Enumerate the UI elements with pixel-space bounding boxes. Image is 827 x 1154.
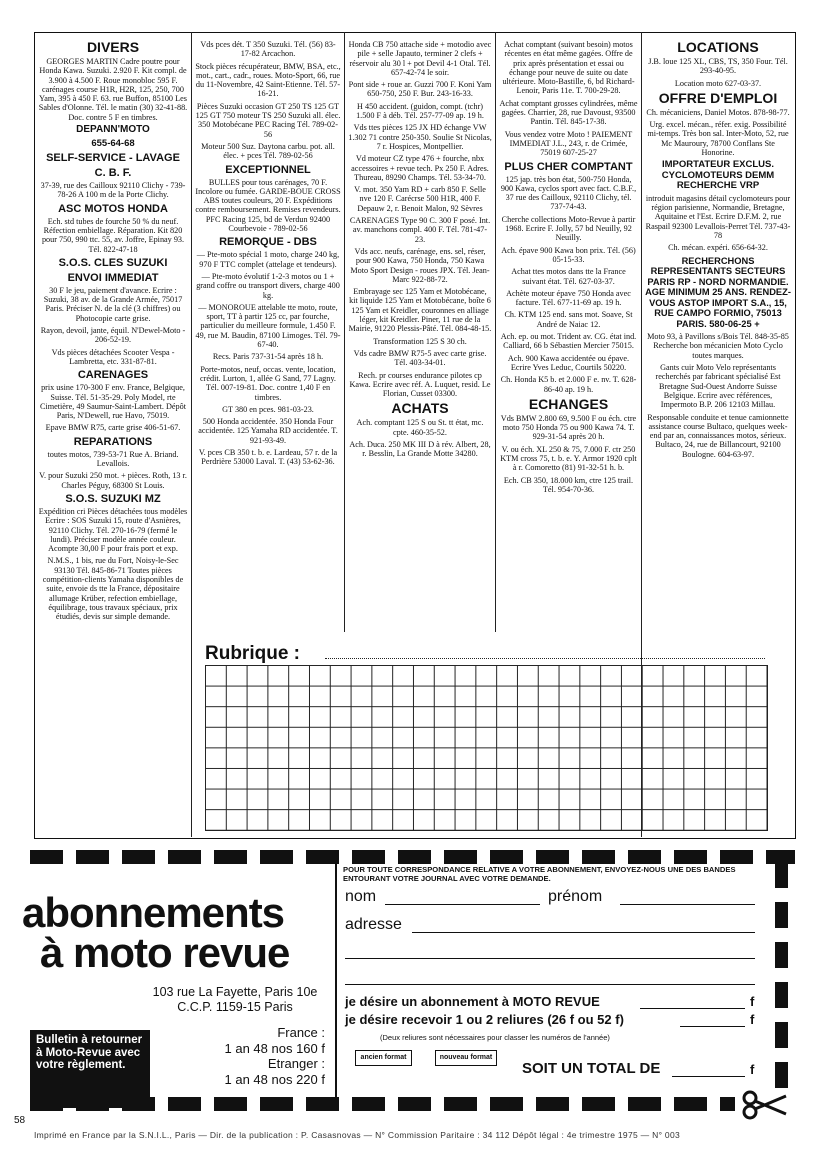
classified-ad: Location moto 627-03-37. — [674, 78, 762, 88]
classified-ad: Moteur 500 Suz. Daytona carbu. pot. all. élec. + pces Tél. 789-02-56 — [201, 141, 335, 161]
france-label: France : — [277, 1025, 325, 1040]
classified-ad: Recs. Paris 737-31-54 après 18 h. — [212, 352, 324, 362]
classified-ad: Embrayage sec 125 Yam et Motobécane, kit liquide 125 Yam et Motobécane, boîte 6 125 Yam et Kreidler, couronnes en alliage léger, kit Kreidler. Piner, 11 rue de la Mairie, 91220 Plessis-Pâté. Tél. 084-48-15. — [348, 287, 492, 334]
subscription-statement: je désire un abonnement à MOTO REVUE — [345, 994, 600, 1009]
classified-ad: Vous vendez votre Moto ! PAIEMENT IMMEDIAT J.L., 243, r. de Crimée, 75019 607-25-27 — [504, 129, 633, 158]
classified-ad: Ch. KTM 125 end. sans mot. Soave, St André de Naiac 12. — [504, 310, 633, 329]
coupon-border-right — [775, 862, 788, 1092]
classified-ad: BULLES pour tous carénages, 70 F. Incolore ou fumée. GARDE-BOUE CROSS ABS toutes couleurs, 20 F. Expéditions contre remboursement. Remises revendeurs. PFC Racing 125, bd de Verdun 92400 Courbevoie - 789-02-56 — [195, 177, 341, 234]
classified-ad: Rayon, devoil, jante, équil. N'Dewel-Moto - 206-52-19. — [40, 326, 186, 345]
classified-ad: Vds ttes pièces 125 JX HD échange VW 1.302 71 contre 250-350. Soulie St Nicolas, 7 r. Hospices, Montpellier. — [348, 123, 492, 151]
ad-heading: S.O.S. SUZUKI MZ — [65, 492, 161, 505]
classified-column-2 — [195, 40, 341, 630]
france-price: 1 an 48 nos 160 f — [224, 1040, 325, 1056]
nom-label: nom — [345, 888, 377, 905]
correspondence-note: POUR TOUTE CORRESPONDANCE RELATIVE A VOTRE ABONNEMENT, ENVOYEZ-NOUS UNE DES BANDES ENTOURANT VOTRE JOURNAL AVEC VOTRE DEMANDE. — [343, 865, 736, 883]
classified-ad: CARENAGES Type 90 C. 300 F posé. Int. av. manchons compl. 400 F. Tél. 781-47-23. — [349, 216, 491, 244]
classified-column-1 — [38, 40, 188, 835]
classified-ad: Rech. pr courses endurance pilotes cp Kawa. Ecrire avec réf. A. Luquet, resid. Le Florian, Cusset 03300. — [349, 370, 491, 399]
column-divider — [344, 32, 345, 632]
classified-ad: N.M.S., 1 bis, rue du Fort, Noisy-le-Sec 93130 Tél. 845-86-71 Toutes pièces compétition-clients Yamaha disponibles de suite, envoie ds tte la France, dépositaire allumage Krüber, refection embiellage, équilibrage, tous travaux spéciaux, prix étudiés, devis sur simple demande. — [42, 556, 184, 622]
classified-ad: GT 380 en pces. 981-03-23. — [222, 404, 314, 414]
classified-ad: Ach. 900 Kawa accidentée ou épave. Ecrire Yves Leduc, Courtils 50220. — [507, 353, 630, 372]
prenom-field[interactable] — [620, 904, 755, 905]
classified-ad: Ach. ep. ou mot. Trident av. CG. état ind. Calliard, 66 b Sébastien Mercier 75015. — [500, 332, 637, 351]
ad-heading: SELF-SERVICE - LAVAGE — [46, 152, 180, 165]
ad-heading: REMORQUE - DBS — [219, 236, 317, 249]
section-heading: OFFRE D'EMPLOI — [658, 89, 778, 106]
section-heading: DIVERS — [86, 40, 140, 55]
ad-heading: DEPANN'MOTO — [76, 124, 150, 136]
etranger-label: Etranger : — [267, 1056, 325, 1071]
classified-ad: Epave BMW R75, carte grise 406-51-67. — [45, 423, 181, 433]
ad-heading: CARENAGES — [77, 369, 149, 382]
classified-ad: V. pour Suzuki 250 mot. + pièces. Roth, 13 r. Charles Péguy, 68300 St Louis. — [39, 471, 187, 490]
classified-ad: Ach. Duca. 250 MK III D à rév. Albert, 28, r. Besslin, La Grande Motte 34280. — [349, 439, 491, 459]
adresse-field-2[interactable] — [345, 958, 755, 959]
ad-heading: ASC MOTOS HONDA — [58, 202, 168, 215]
ad-heading: REPARATIONS — [73, 435, 153, 448]
classified-ad: Ech. CB 350, 18.000 km, ctre 125 trail. Tél. 954-70-36. — [503, 475, 634, 494]
section-heading: LOCATIONS — [677, 40, 759, 55]
section-heading: ACHATS — [391, 400, 449, 417]
classified-ad: introduit magasins détail cyclomoteurs pour région parisienne, Normandie, Bretagne, Aquitaine et l'Est. Ecrire D.F.M. 2, rue Raspail 92300 Levallois-Perret Tél. 737-43-78 — [645, 193, 791, 241]
classified-ad: prix usine 170-300 F env. France, Belgique, Suisse. Tél. 51-35-29. Poly Model, rte Cimetière, 49 Saumur-Saint-Lambert. Dépôt Paris, N'Dewell, rue Havo, 75019. — [39, 383, 187, 421]
bulletin-box: Bulletin à retourner à Moto-Revue avec votre règlement. — [30, 1030, 150, 1108]
classified-ad: Moto 93, à Pavillons s/Bois Tél. 848-35-85 Recherche bon mécanicien Moto Cyclo toutes marques. — [647, 332, 789, 360]
total-currency: f — [750, 1062, 755, 1077]
classified-ad: Ch. mécaniciens, Daniel Motos. 878-98-77. — [646, 107, 790, 117]
classified-ad: Ch. Honda K5 b. et 2.000 F e. nv. T. 628-86-40 ap. 19 h. — [500, 375, 637, 394]
classified-ad: Expédition cri Pièces détachées tous modèles Ecrire : SOS Suzuki 15, route d'Asnières, 92110 Clichy. Tél. 270-16-79 (fermé le lundi). Préciser modèle année couleur. Acompte 30,00 F pour frais port et exp. — [38, 506, 188, 554]
subscription-amount-field[interactable] — [640, 1008, 745, 1009]
classified-ad: Vds acc. neufs, carénage, ens. sel, réser, pour 900 Kawa, 750 Honda, 750 Kawa Moto Sport Design - roues JPX. Tél. Jean-Marc 922-88-72. — [350, 246, 490, 284]
reliure-currency: f — [750, 1012, 755, 1027]
classified-ad: Achat ttes motos dans tte la France suivant état. Tél. 627-03-37. — [511, 267, 626, 286]
section-heading: ECHANGES — [528, 395, 609, 412]
classified-ad: Ach. comptant 125 S ou St. tt état, mc. cpte. 460-35-52. — [356, 418, 484, 437]
subscription-address — [140, 985, 330, 1015]
subscription-rates — [190, 1025, 325, 1087]
adresse-label: adresse — [345, 916, 402, 933]
etranger-price: 1 an 48 nos 220 f — [224, 1071, 325, 1087]
classified-ad: Vd moteur CZ type 476 + fourche, nbx accessoires + revue tech. Px 250 F. Adres. Thureau, 89290 Champs. Tél. 53-34-70. — [351, 154, 489, 182]
classified-ad: GEORGES MARTIN Cadre poutre pour Honda Kawa. Suzuki. 2.920 F. Kit compl. de 3.900 à 4.500 F. Roue monobloc 595 F. carénages course H1R, H2R, 125, 250, 700 Yam, 395 à 450 F. 63. rue Buffon, 85100 Les Sables d'Olonne. Tél. le matin (30) 32-41-88. Doc. contre 5 F en timbres. — [38, 57, 188, 122]
reliure-statement: je désire recevoir 1 ou 2 reliures (26 f ou 52 f) — [345, 1012, 624, 1027]
classified-ad: Pièces Suzuki occasion GT 250 TS 125 GT 125 GT 750 moteur TS 250 Suzuki all. élec. 350 Motobécane PEC Racing Tél. 789-02-56 — [195, 101, 341, 139]
classified-ad: Achète moteur épave 750 Honda avec facture. Tél. 677-11-69 ap. 19 h. — [506, 288, 631, 308]
ad-heading: EXCEPTIONNEL — [225, 163, 311, 176]
column-divider — [495, 32, 496, 632]
prenom-label: prénom — [548, 888, 603, 905]
classified-ad: Honda CB 750 attache side + motodio avec pile + selle Japauto, terminer 2 clefs + réservoir alu 30 l + pot Devil 4-1 Otal. Tél. 657-42-74 le soir. — [348, 40, 492, 77]
column-divider — [191, 32, 192, 837]
reliure-amount-field[interactable] — [680, 1026, 745, 1027]
classified-ad: Vds BMW 2.800 69, 9.500 F ou éch. ctre moto 750 Honda 75 ou 900 Kawa 74. T. 929-31-54 après 20 h. — [500, 413, 637, 442]
classified-ad: Cherche collections Moto-Revue à partir 1968. Ecrire F. Jolly, 57 bd Neuilly, 92 Neuilly. — [501, 214, 636, 243]
classified-ad: Transformation 125 S 30 ch. — [373, 336, 467, 346]
address-line2: C.C.P. 1159-15 Paris — [177, 1000, 293, 1014]
classified-ad: Vds pièces détachées Scooter Vespa - Lambretta, etc. 331-87-81. — [51, 347, 175, 366]
classified-ad: 37-39, rue des Cailloux 92110 Clichy - 739-78-26 A 100 m de la Porte Clichy. — [40, 181, 186, 200]
classified-ad: Achat comptant grosses cylindrées, même gagées. Charrier, 28, rue Davoust, 93500 Pantin. Tél. 845-17-38. — [499, 98, 638, 127]
classified-ad: V. ou éch. XL 250 & 75, 7.000 F. ctr 250 KTM cross 75, t. b. e. Y. Armor 1920 cplt à r. Comoretto (81) 91-32-51 h. b. — [500, 444, 637, 473]
classified-ad: Porte-motos, neuf, occas. vente, location, crédit. Lurton, 1, allée G Sand, 77 Lagny. Tél. 007-19-81. Doc. contre 1,40 F en timbres. — [200, 364, 336, 402]
classified-column-3 — [348, 40, 492, 630]
classified-ad: J.B. loue 125 XL, CBS, TS, 350 Four. Tél. 293-40-95. — [648, 57, 788, 76]
ad-text-grid[interactable] — [205, 665, 768, 831]
subscription-title-line2: à moto revue — [40, 929, 290, 976]
ad-heading: 655-64-68 — [91, 137, 135, 149]
classified-ad: Responsable conduite et tenue camionnette assistance course Bultaco, quelques week-end par an, connaissances motos, sérieux. Bultaco, 24, rue de Billancourt, 92100 Boulogne. 604-63-97. — [647, 412, 789, 459]
classified-ad: — Pte-moto spécial 1 moto, charge 240 kg, 970 F TTC complet (attelage et tendeurs). — [196, 250, 340, 269]
coupon-divider — [335, 862, 337, 1097]
classified-ad: Vds cadre BMW R75-5 avec carte grise. Tél. 403-34-01. — [353, 348, 487, 368]
classified-ad: H 450 accident. (guidon, compt. (tchr) 1.500 F à déb. Tél. 257-77-09 ap. 19 h. — [356, 101, 484, 121]
ad-heading: C. B. F. — [94, 167, 132, 180]
coupon-border-bottom — [30, 1097, 735, 1111]
classified-ad: V. mot. 350 Yam RD + carb 850 F. Selle nve 120 F. Carécrse 500 H1R, 400 F. Depauw 2, r. Benoit Malon, 92 Sèvres — [354, 185, 486, 213]
classified-ad: 125 jap. très bon état, 500-750 Honda, 900 Kawa, cyclos sport avec fact. C.B.F., 37 rue des Cailloux, 92110 Clichy, tél. 737-74-43. — [500, 174, 637, 212]
classified-ad: RECHERCHONS REPRESENTANTS SECTEURS PARIS RP - NORD NORMANDIE. AGE MINIMUM 25 ANS. RENDEZ-VOUS ASTOP IMPORT S.A., 15, RUE CAMPO FORMIO, 75013 PARIS. 580-06-25 + — [645, 255, 791, 329]
ad-heading: PLUS CHER COMPTANT — [504, 160, 633, 173]
ad-heading: S.O.S. CLES SUZUKI — [58, 256, 168, 269]
total-field[interactable] — [672, 1076, 745, 1077]
classified-ad: Ch. mécan. expéri. 656-64-32. — [668, 243, 768, 253]
classified-ad: Pont side + roue ar. Guzzi 700 F. Koni Yam 650-750, 250 F. Bur. 243-16-33. — [348, 80, 492, 99]
classified-ad: 30 F le jeu, paiement d'avance. Ecrire : Suzuki, 38 av. de la Grande Armée, 75017 Paris. Préciser N. de la clé (3 chiffres) ou Photocopie carte grise. — [43, 285, 183, 323]
classified-ad: 500 Honda accidentée. 350 Honda Four accidentée. 125 Yamaha RD accidentée. T. 921-93-49. — [198, 417, 338, 445]
subscription-currency: f — [750, 994, 755, 1009]
page-number: 58 — [14, 1115, 26, 1126]
coupon-border-top — [30, 850, 795, 864]
scissors-icon — [742, 1090, 787, 1120]
classified-ad: Stock pièces récupérateur, BMW, BSA, etc., mot., cart., cadr., roues. Moto-Sport, 66, rue du 11-Novembre, 42 Saint-Etienne. Tél. 57-16-21. — [195, 61, 341, 99]
ad-heading: IMPORTATEUR EXCLUS. CYCLOMOTEURS DEMM RECHERCHE VRP — [661, 159, 775, 192]
classified-ad: V. pces CB 350 t. b. e. Lardeau, 57 r. de la Perdrière 53000 Laval. T. (43) 53-62-36. — [198, 447, 338, 467]
classified-ad: Achat comptant (suivant besoin) motos récentes en état même gagées. Offre de prix après présentation et essai ou échange pour neuve de suite ou date ultérieure. Moto-Bastille, 6, bd Richard-Lenoir, Paris 11e. T. 700-29-28. — [502, 40, 635, 96]
adresse-field-1[interactable] — [412, 932, 755, 933]
classified-ad: Urg. excel. mécan., réfer. exig. Possibilité mi-temps. Très bon sal. Inter-Moto, 52, rue Mc Mauroury, 78700 Conflans Ste Honorine. — [647, 120, 789, 158]
classified-ad: — MONOROUE attelable tte moto, route, sport, TT à partir 125 cc, par fourche, particulier du meilleure formule, 1.450 F. 49, rue M. Baudin, 87100 Limoges. Tél. 79-67-40. — [195, 302, 341, 350]
classified-ad: — Pte-moto évolutif 1-2-3 motos ou 1 + grand coffre ou transport divers, charge 400 kg. — [196, 271, 340, 300]
ancien-format-checkbox[interactable]: ancien format — [355, 1050, 412, 1066]
classified-ad: Ach. épave 900 Kawa bon prix. Tél. (56) 05-15-33. — [501, 245, 636, 264]
rubrique-line[interactable] — [325, 658, 765, 659]
subscription-title-line1: abonnements — [22, 889, 285, 936]
subscription-title — [22, 889, 290, 976]
classified-ad: Vds pces dét. T 350 Suzuki. Tél. (56) 83-17-82 Arcachon. — [200, 40, 336, 59]
classified-ad: toutes motos, 739-53-71 Rue A. Briand. Levallois. — [47, 449, 179, 469]
rubrique-label: Rubrique : — [205, 643, 300, 664]
imprint-footer: Imprimé en France par la S.N.I.L., Paris — Dir. de la publication : P. Casasnovas — N° Commission Paritaire : 34 112 Dépôt légal : 4e trimestre 1975 — N° 003 — [34, 1130, 681, 1140]
ad-heading: ENVOI IMMEDIAT — [67, 271, 159, 284]
classified-ad: Ech. std tubes de fourche 50 % du neuf. Réfection embiellage. Réparation. Kit 820 pour 750, 990 ttc. 55, av. Joffre, Epinay 93. Tél. 822-47-18 — [41, 216, 185, 254]
total-label: SOIT UN TOTAL DE — [522, 1060, 661, 1077]
classified-column-4 — [499, 40, 638, 630]
nom-field[interactable] — [385, 904, 540, 905]
reliure-note: (Deux reliures sont nécessaires pour classer les numéros de l'année) — [380, 1033, 610, 1042]
classified-ad: Gants cuir Moto Velo représentants recherchés par fabricant spécialisé Est Bretagne Sud-Ouest Andorre Suisse Belgique. Ecrire avec références, Impermoto B.P. 206 12103 Millau. — [655, 363, 781, 410]
address-line1: 103 rue La Fayette, Paris 10e — [152, 985, 318, 999]
adresse-field-3[interactable] — [345, 984, 755, 985]
nouveau-format-checkbox[interactable]: nouveau format — [435, 1050, 497, 1066]
